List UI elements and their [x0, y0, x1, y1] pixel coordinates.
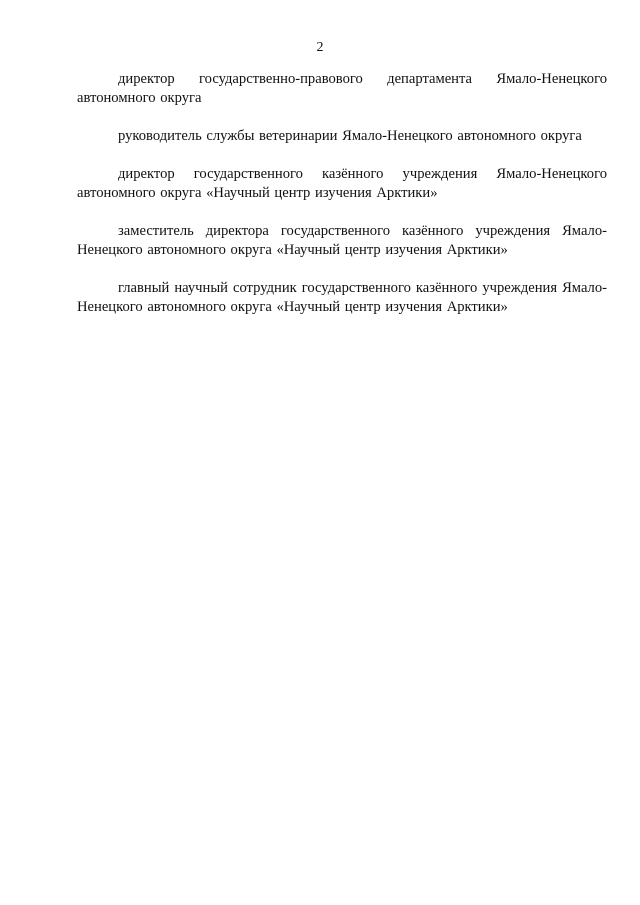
list-item: директор государственно-правового департамента Ямало-Ненецкого автономного округа	[77, 71, 607, 106]
list-item: руководитель службы ветеринарии Ямало-Ненецкого автономного округа	[118, 128, 582, 144]
list-item: директор государственного казённого учреждения Ямало-Ненецкого автономного округа «Научный центр изучения Арктики»	[77, 166, 607, 201]
list-item: главный научный сотрудник государственного казённого учреждения Ямало-Ненецкого автономного округа «Научный центр изучения Арктики»	[77, 280, 607, 315]
list-item: заместитель директора государственного казённого учреждения Ямало-Ненецкого автономного округа «Научный центр изучения Арктики»	[77, 223, 607, 258]
position-list	[77, 70, 607, 336]
page-number: 2	[316, 40, 324, 55]
